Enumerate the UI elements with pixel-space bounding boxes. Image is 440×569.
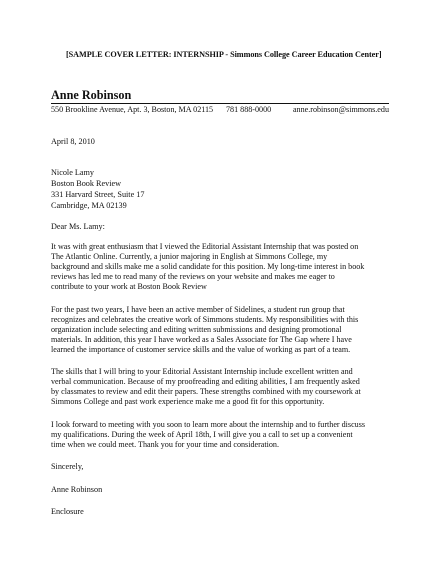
paragraph-line: background and skills make me a solid candidate for this position. My long-time interest in book: [51, 262, 365, 272]
paragraph-line: contribute to your work at Boston Book Review: [51, 282, 207, 292]
paragraph-line: It was with great enthusiasm that I viewed the Editorial Assistant Internship that was posted on: [51, 242, 359, 251]
paragraph-line: The Atlantic Online. Currently, a junior majoring in English at Simmons College, my: [51, 252, 328, 262]
paragraph-line: learned the importance of customer service skills and the value of working as part of a team.: [51, 345, 351, 355]
document-heading: [SAMPLE COVER LETTER: INTERNSHIP - Simmons College Career Education Center]: [66, 50, 382, 59]
sender-name: Anne Robinson: [51, 88, 132, 102]
paragraph-line: I look forward to meeting with you soon to learn more about the internship and to further discuss: [51, 420, 366, 429]
paragraph-line: by classmates to review and edit their papers. These strengths combined with my coursework at: [51, 387, 361, 397]
recipient-organization: Boston Book Review: [51, 179, 122, 188]
letter-date: April 8, 2010: [51, 137, 95, 146]
paragraph-line: organization include selecting and editing written submissions and designing promotional: [51, 325, 342, 335]
salutation: Dear Ms. Lamy:: [51, 222, 105, 231]
sender-email: anne.robinson@simmons.edu: [292, 105, 389, 114]
recipient-name: Nicole Lamy: [51, 168, 94, 177]
closing: Sincerely,: [51, 462, 84, 471]
body-paragraph-3: [51, 367, 387, 407]
body-paragraph-1: [51, 242, 387, 292]
paragraph-line: reviews has led me to read many of the reviews on your website and makes me eager to: [51, 272, 335, 282]
paragraph-line: my qualifications. During the week of April 18th, I will give you a call to set up a convenient: [51, 430, 353, 440]
recipient-street: 331 Harvard Street, Suite 17: [51, 190, 145, 199]
enclosure-note: Enclosure: [51, 507, 84, 516]
paragraph-line: recognizes and celebrates the creative work of Simmons students. My responsibilities with this: [51, 315, 359, 325]
recipient-city: Cambridge, MA 02139: [51, 201, 127, 210]
body-paragraph-2: [51, 305, 387, 355]
paragraph-line: verbal communication. Because of my proofreading and editing abilities, I am frequently asked: [51, 377, 360, 387]
sender-phone: 781 888-0000: [226, 105, 272, 114]
paragraph-line: The skills that I will bring to your Editorial Assistant Internship include excellent written and: [51, 367, 353, 376]
paragraph-line: For the past two years, I have been an active member of Sidelines, a student run group that: [51, 305, 345, 314]
signature-name: Anne Robinson: [51, 485, 103, 494]
paragraph-line: materials. In addition, this year I have worked as a Sales Associate for The Gap where I have: [51, 335, 352, 345]
paragraph-line: Simmons College and past work experience make me a good fit for this opportunity.: [51, 397, 325, 407]
paragraph-line: time when we could meet. Thank you for your time and consideration.: [51, 440, 279, 450]
body-paragraph-4: [51, 420, 387, 450]
sender-address: 550 Brookline Avenue, Apt. 3, Boston, MA 02115: [51, 105, 214, 114]
header-rule: [51, 103, 389, 104]
sender-contact-line: [51, 105, 389, 117]
